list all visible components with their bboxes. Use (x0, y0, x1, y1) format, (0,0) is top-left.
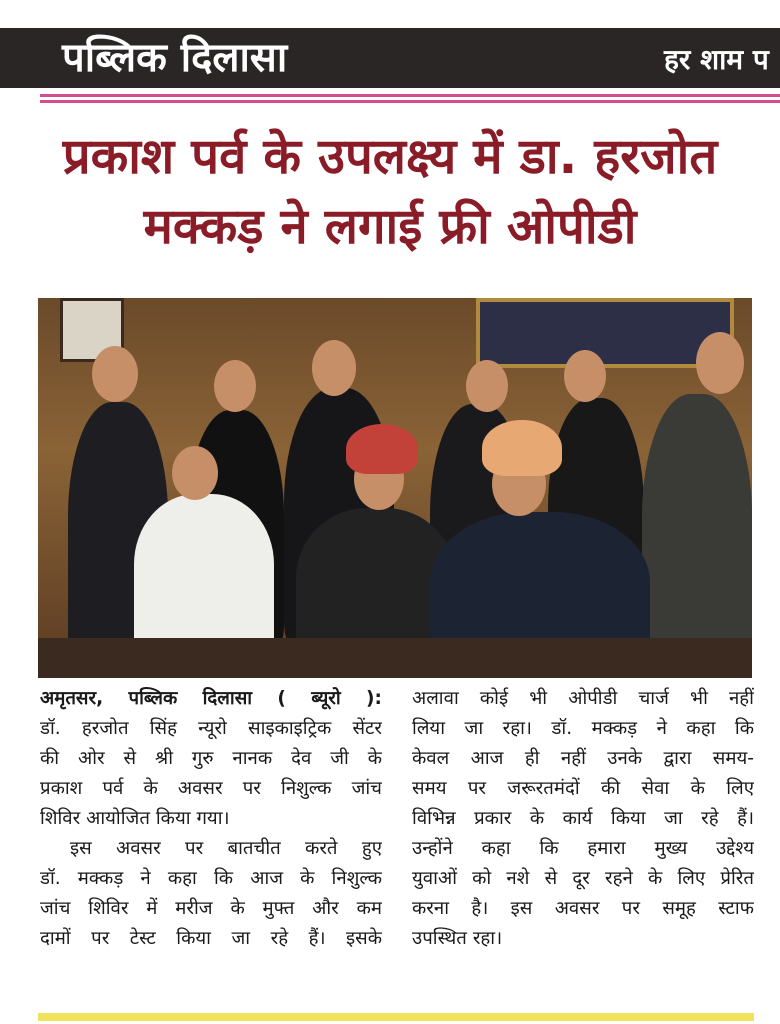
article-line: विभिन्न प्रकार के कार्य किया जा रहे हैं। (412, 808, 754, 829)
article-dateline: अमृतसर, पब्लिक दिलासा ( ब्यूरो ): (40, 688, 382, 709)
article-line: की ओर से श्री गुरु नानक देव जी के (40, 748, 382, 769)
article-line: डॉ. मक्कड़ ने कहा कि आज के निशुल्क (40, 868, 382, 889)
article-line: करना है। इस अवसर पर समूह स्टाफ (412, 898, 754, 919)
article-line: उन्होंने कहा कि हमारा मुख्य उद्देश्य (412, 838, 754, 859)
person-head-seated-1 (172, 446, 218, 500)
person-head-5 (564, 350, 606, 402)
news-photo (38, 298, 752, 678)
article-column-1 (40, 684, 382, 954)
masthead (0, 28, 780, 88)
header-rule-top (40, 94, 780, 97)
bottom-bar (38, 1013, 754, 1021)
article-line: जांच शिविर में मरीज के मुफ्त और कम (40, 898, 382, 919)
article-line: अलावा कोई भी ओपीडी चार्ज भी नहीं (412, 688, 754, 709)
header-rule-bottom (40, 100, 780, 103)
person-standing-6 (642, 394, 752, 674)
person-head-4 (466, 360, 508, 412)
article-line: उपस्थित रहा। (412, 928, 503, 949)
headline-line-1: प्रकाश पर्व के उपलक्ष्य में डा. हरजोत (62, 128, 718, 185)
newspaper-name: पब्लिक दिलासा (62, 35, 288, 81)
article-line: इस अवसर पर बातचीत करते हुए (70, 838, 382, 859)
article-line: प्रकाश पर्व के अवसर पर निशुल्क जांच (40, 778, 382, 799)
article-column-2 (412, 684, 754, 954)
article-line: युवाओं को नशे से दूर रहने के लिए प्रेरित (412, 868, 754, 889)
person-head-1 (92, 346, 138, 402)
headline-line-2: मक्कड़ ने लगाई फ्री ओपीडी (143, 198, 637, 255)
article-line: लिया जा रहा। डॉ. मक्कड़ ने कहा कि (412, 718, 754, 739)
peach-turban (482, 420, 562, 476)
article-line: शिविर आयोजित किया गया। (40, 808, 230, 829)
desk (38, 638, 752, 678)
person-head-6 (696, 332, 744, 394)
headline (0, 122, 780, 262)
masthead-tagline: हर शाम प (664, 43, 769, 76)
article-line: दामों पर टेस्ट किया जा रहे हैं। इसके (40, 928, 382, 949)
red-turban (346, 424, 418, 474)
article-line: डॉ. हरजोत सिंह न्यूरो साइकाइट्रिक सेंटर (40, 718, 382, 739)
article-line: केवल आज ही नहीं उनके द्वारा समय- (412, 748, 754, 769)
person-seated-doctor-1 (134, 494, 274, 654)
person-head-3 (312, 340, 356, 396)
person-head-2 (214, 360, 256, 412)
article-line: समय पर जरूरतमंदों की सेवा के लिए (412, 778, 754, 799)
